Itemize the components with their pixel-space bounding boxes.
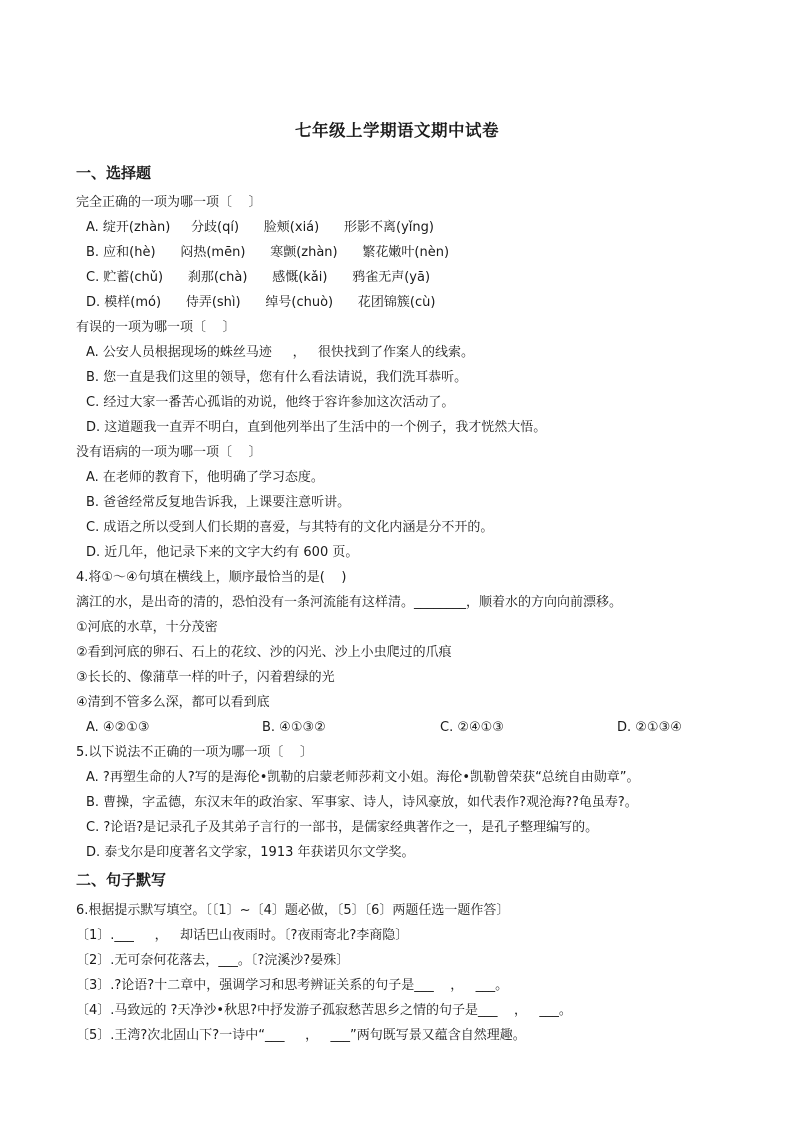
question-1-option-c: C. 贮蓄(chǔ) 刹那(chà) 感慨(kǎi) 鸦雀无声(yā) (86, 270, 431, 285)
question-2-option-a: A. 公安人员根据现场的蛛丝马迹 ， 很快找到了作案人的线索。 (86, 345, 474, 360)
question-1-option-d: D. 模样(mó) 侍弄(shì) 绰号(chuò) 花团锦簇(cù) (86, 295, 436, 310)
question-6-stem: 6.根据提示默写填空。〔〔1〕~〔4〕题必做，〔5〕〔6〕两题任选一题作答〕 (76, 903, 510, 918)
question-1-option-b: B. 应和(hè) 闷热(mēn) 寒颤(zhàn) 繁花嫩叶(nèn) (86, 245, 450, 260)
question-3-option-b: B. 爸爸经常反复地告诉我，上课要注意听讲。 (86, 495, 351, 510)
question-3-option-a: A. 在老师的教育下，他明确了学习态度。 (86, 470, 324, 485)
question-6-item-2: 〔2〕.无可奈何花落去，___。〔?浣溪沙?晏殊〕 (76, 953, 350, 968)
question-6-item-4: 〔4〕.马致远的 ?天净沙•秋思?中抒发游子孤寂愁苦思乡之情的句子是___ ， ___。 (76, 1003, 572, 1018)
question-2-option-d: D. 这道题我一直弄不明白，直到他列举出了生活中的一个例子，我才恍然大悟。 (86, 420, 547, 435)
question-2-stem: 有误的一项为哪一项〔 〕 (76, 320, 236, 335)
question-4-option-d: D. ②①③④ (617, 720, 682, 735)
question-4-option-a: A. ④②①③ (86, 720, 150, 735)
question-6-item-3: 〔3〕.?论语?十二章中，强调学习和思考辨证关系的句子是___ ， ___。 (76, 978, 509, 993)
question-4-passage: 漓江的水，是出奇的清的，恐怕没有一条河流能有这样清。________，顺着水的方向向前漂移。 (76, 595, 623, 610)
question-4-option-c: C. ②④①③ (440, 720, 504, 735)
question-2-option-b: B. 您一直是我们这里的领导，您有什么看法请说，我们洗耳恭听。 (86, 370, 468, 385)
question-4-option-b: B. ④①③② (262, 720, 326, 735)
section-heading-choice: 一、选择题 (76, 164, 152, 182)
question-2-option-c: C. 经过大家一番苦心孤诣的劝说，他终于容许参加这次活动了。 (86, 395, 455, 410)
page-title: 七年级上学期语文期中试卷 (295, 121, 499, 140)
question-1-option-a: A. 绽开(zhàn) 分歧(qí) 脸颊(xiá) 形影不离(yǐng) (86, 220, 434, 235)
question-3-stem: 没有语病的一项为哪一项〔 〕 (76, 445, 262, 460)
question-5-option-c: C. ?论语?是记录孔子及其弟子言行的一部书，是儒家经典著作之一，是孔子整理编写的。 (86, 820, 599, 835)
question-5-stem: 5.以下说法不正确的一项为哪一项〔 〕 (76, 745, 313, 760)
question-4-sentence-4: ④清到不管多么深，都可以看到底 (76, 695, 270, 710)
section-heading-dictation: 二、句子默写 (76, 871, 167, 889)
question-5-option-b: B. 曹操，字孟德，东汉末年的政治家、军事家、诗人，诗风豪放，如代表作?观沧海??龟虽寿?。 (86, 795, 638, 810)
question-6-item-1: 〔1〕.___ ， 却话巴山夜雨时。〔?夜雨寄北?李商隐〕 (76, 928, 409, 943)
question-6-item-5: 〔5〕.王湾?次北固山下?一诗中“___ ， ___”两句既写景又蕴含自然理趣。 (76, 1028, 526, 1043)
question-4-stem: 4.将①～④句填在横线上，顺序最恰当的是( ) (76, 570, 347, 585)
question-5-option-a: A. ?再塑生命的人?写的是海伦•凯勒的启蒙老师莎莉文小姐。海伦•凯勒曾荣获“总统自由勋章”。 (86, 770, 640, 785)
question-1-stem: 完全正确的一项为哪一项〔 〕 (76, 195, 262, 210)
question-5-option-d: D. 泰戈尔是印度著名文学家，1913 年获诺贝尔文学奖。 (86, 845, 415, 860)
question-4-sentence-2: ②看到河底的卵石、石上的花纹、沙的闪光、沙上小虫爬过的爪痕 (76, 645, 452, 660)
question-4-sentence-3: ③长长的、像蒲草一样的叶子，闪着碧绿的光 (76, 670, 335, 685)
question-3-option-c: C. 成语之所以受到人们长期的喜爱，与其特有的文化内涵是分不开的。 (86, 520, 494, 535)
question-3-option-d: D. 近几年，他记录下来的文字大约有 600 页。 (86, 545, 359, 560)
question-4-sentence-1: ①河底的水草，十分茂密 (76, 620, 218, 635)
